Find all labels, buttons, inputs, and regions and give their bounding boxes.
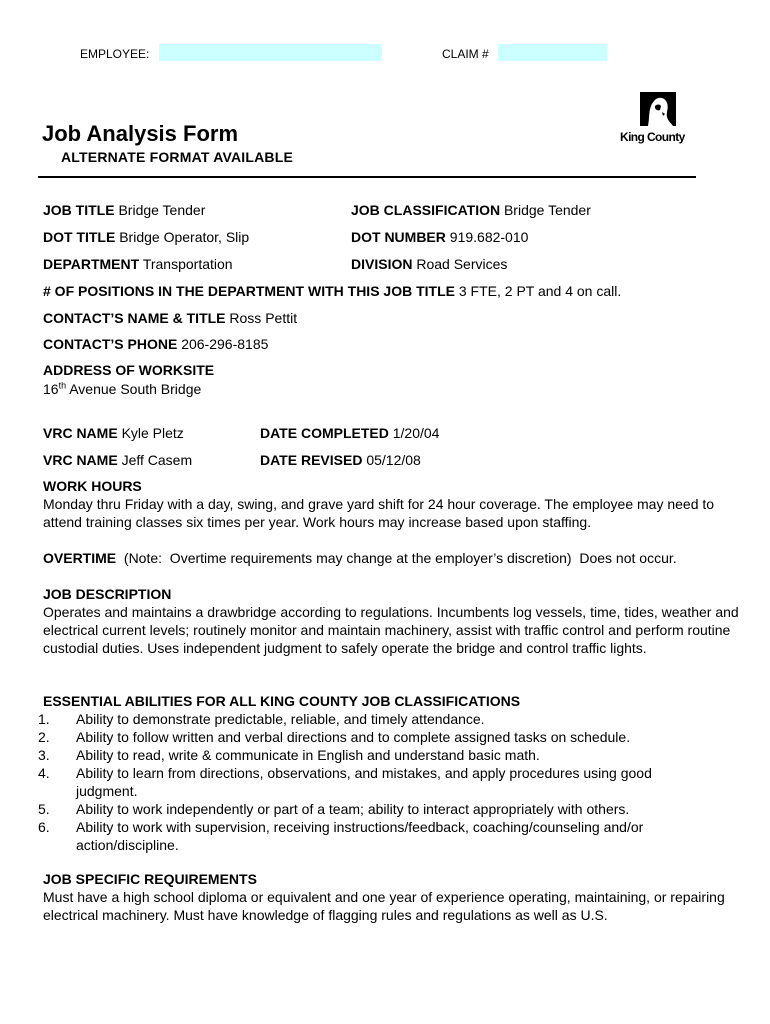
overtime-heading: OVERTIME bbox=[43, 550, 117, 566]
contact-phone-field: CONTACT’S PHONE 206-296-8185 bbox=[43, 336, 269, 352]
work-hours-heading: WORK HOURS bbox=[43, 478, 142, 494]
king-county-logo-icon bbox=[640, 92, 676, 126]
date-revised-field: DATE REVISED 05/12/08 bbox=[260, 452, 421, 468]
list-item: 5. Ability to work independently or part of a team; ability to interact appropriately with others. bbox=[38, 801, 630, 817]
department-field: DEPARTMENT Transportation bbox=[43, 256, 233, 272]
claim-field[interactable] bbox=[498, 44, 607, 61]
title-divider bbox=[38, 176, 696, 178]
employee-label: EMPLOYEE: bbox=[80, 47, 150, 61]
vrc-name-2: VRC NAME Jeff Casem bbox=[43, 452, 193, 468]
division-field: DIVISION Road Services bbox=[351, 256, 508, 272]
list-item: 1. Ability to demonstrate predictable, reliable, and timely attendance. bbox=[38, 711, 485, 727]
job-classification-field: JOB CLASSIFICATION Bridge Tender bbox=[351, 202, 591, 218]
job-specific-section bbox=[43, 870, 743, 924]
job-description-section bbox=[43, 585, 741, 657]
job-specific-heading: JOB SPECIFIC REQUIREMENTS bbox=[43, 871, 257, 887]
address-value: 16th Avenue South Bridge bbox=[43, 380, 202, 397]
work-hours-text: Monday thru Friday with a day, swing, and grave yard shift for 24 hour coverage. The employee may need to attend training classes six times per year. Work hours may increase based upon staffing. bbox=[43, 496, 715, 530]
dot-number-field: DOT NUMBER 919.682-010 bbox=[351, 229, 529, 245]
form-subtitle: ALTERNATE FORMAT AVAILABLE bbox=[61, 149, 294, 165]
claim-label: CLAIM # bbox=[442, 47, 489, 61]
form-title: Job Analysis Form bbox=[42, 121, 239, 146]
list-item: 4. Ability to learn from directions, observations, and mistakes, and apply procedures using good judgment. bbox=[38, 765, 652, 799]
list-item: 2. Ability to follow written and verbal directions and to complete assigned tasks on schedule. bbox=[38, 729, 631, 745]
essential-abilities-section bbox=[38, 692, 743, 854]
king-county-logo bbox=[620, 92, 692, 144]
job-description-text: Operates and maintains a drawbridge according to regulations. Incumbents log vessels, time, tides, weather and electrical current levels; routinely monitor and maintain machinery, assist with traffic control and perform routine custodial duties. Uses independent judgment to safely operate the bridge and control traffic lights. bbox=[43, 604, 739, 656]
positions-field: # OF POSITIONS IN THE DEPARTMENT WITH THIS JOB TITLE 3 FTE, 2 PT and 4 on call. bbox=[43, 283, 622, 299]
employee-field[interactable] bbox=[159, 44, 382, 61]
address-label: ADDRESS OF WORKSITE bbox=[43, 362, 215, 378]
overtime-text: (Note: Overtime requirements may change at the employer’s discretion) Does not occur. bbox=[116, 550, 677, 566]
essential-abilities-list bbox=[38, 710, 743, 854]
essential-abilities-heading: ESSENTIAL ABILITIES FOR ALL KING COUNTY JOB CLASSIFICATIONS bbox=[43, 693, 521, 709]
job-specific-text: Must have a high school diploma or equivalent and one year of experience operating, maintaining, or repairing electrical machinery. Must have knowledge of flagging rules and regulations as well as U.S. bbox=[43, 889, 725, 923]
contact-name-field: CONTACT’S NAME & TITLE Ross Pettit bbox=[43, 310, 298, 326]
date-completed-field: DATE COMPLETED 1/20/04 bbox=[260, 425, 440, 441]
work-hours-section bbox=[43, 477, 743, 531]
logo-text: King County bbox=[620, 130, 685, 144]
dot-title-field: DOT TITLE Bridge Operator, Slip bbox=[43, 229, 250, 245]
job-title-field: JOB TITLE Bridge Tender bbox=[43, 202, 206, 218]
overtime-section bbox=[43, 549, 743, 567]
job-description-heading: JOB DESCRIPTION bbox=[43, 586, 172, 602]
list-item: 3. Ability to read, write & communicate in English and understand basic math. bbox=[38, 747, 540, 763]
vrc-name-1: VRC NAME Kyle Pletz bbox=[43, 425, 184, 441]
list-item: 6. Ability to work with supervision, receiving instructions/feedback, coaching/counseling and/or action/discipline. bbox=[38, 819, 644, 853]
